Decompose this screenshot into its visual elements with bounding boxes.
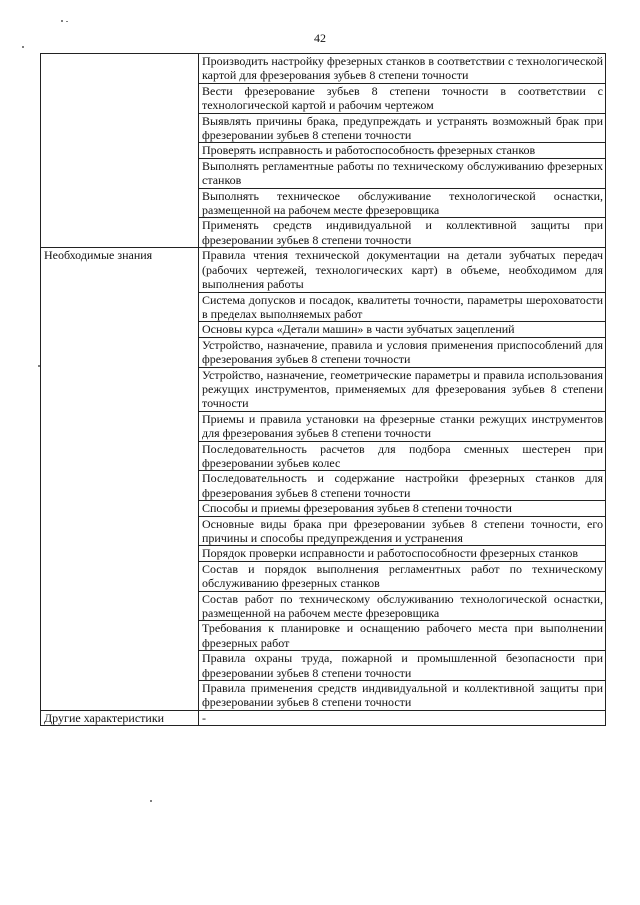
scan-speck bbox=[150, 800, 152, 802]
skill-cell: Выполнять техническое обслуживание технологической оснастки, размещенной на рабочем месте фрезеровщика bbox=[199, 188, 606, 218]
table-row bbox=[41, 248, 606, 292]
skill-cell: Применять средств индивидуальной и коллективной защиты при фрезеровании зубьев 8 степени точности bbox=[199, 218, 606, 248]
table-row bbox=[41, 710, 606, 725]
knowledge-cell: Правила охраны труда, пожарной и промышленной безопасности при фрезеровании зубьев 8 степени точности bbox=[199, 651, 606, 681]
other-value-cell: - bbox=[199, 710, 606, 725]
skills-label-cell bbox=[41, 54, 199, 248]
skill-cell: Выполнять регламентные работы по техническому обслуживанию фрезерных станков bbox=[199, 158, 606, 188]
knowledge-cell: Устройство, назначение, геометрические параметры и правила использования режущих инструментов, применяемых для фрезерования зубьев 8 степени точности bbox=[199, 367, 606, 411]
page-number: 42 bbox=[314, 31, 326, 45]
knowledge-cell: Система допусков и посадок, квалитеты точности, параметры шероховатости в пределах выполняемых работ bbox=[199, 292, 606, 322]
knowledge-cell: Последовательность и содержание настройки фрезерных станков для фрезерования зубьев 8 степени точности bbox=[199, 471, 606, 501]
scan-speck bbox=[61, 20, 63, 22]
knowledge-cell: Состав работ по техническому обслуживанию технологической оснастки, размещенной на рабочем месте фрезеровщика bbox=[199, 591, 606, 621]
skill-cell: Проверять исправность и работоспособность фрезерных станков bbox=[199, 143, 606, 158]
knowledge-cell: Последовательность расчетов для подбора сменных шестерен при фрезеровании зубьев колес bbox=[199, 441, 606, 471]
knowledge-cell: Способы и приемы фрезерования зубьев 8 степени точности bbox=[199, 501, 606, 516]
other-label-cell: Другие характеристики bbox=[41, 710, 199, 725]
knowledge-cell: Основы курса «Детали машин» в части зубчатых зацеплений bbox=[199, 322, 606, 337]
skill-cell: Выявлять причины брака, предупреждать и устранять возможный брак при фрезеровании зубьев 8 степени точности bbox=[199, 113, 606, 143]
skill-cell: Вести фрезерование зубьев 8 степени точности в соответствии с технологической картой и рабочим чертежом bbox=[199, 83, 606, 113]
knowledge-cell: Приемы и правила установки на фрезерные станки режущих инструментов для фрезерования зубьев 8 степени точности bbox=[199, 411, 606, 441]
knowledge-cell: Состав и порядок выполнения регламентных работ по техническому обслуживанию фрезерных станков bbox=[199, 561, 606, 591]
knowledge-label-cell: Необходимые знания bbox=[41, 248, 199, 711]
skill-cell: Производить настройку фрезерных станков в соответствии с технологической картой для фрезерования зубьев 8 степени точности bbox=[199, 54, 606, 84]
scan-speck bbox=[22, 46, 24, 48]
knowledge-cell: Порядок проверки исправности и работоспособности фрезерных станков bbox=[199, 546, 606, 561]
competence-table bbox=[40, 53, 606, 726]
scan-speck bbox=[66, 21, 68, 22]
knowledge-cell: Основные виды брака при фрезеровании зубьев 8 степени точности, его причины и способы предупреждения и устранения bbox=[199, 516, 606, 546]
table-row bbox=[41, 54, 606, 84]
knowledge-cell: Правила чтения технической документации на детали зубчатых передач (рабочих чертежей, технологических карт) в объеме, необходимом для выполнения работы bbox=[199, 248, 606, 292]
knowledge-cell: Устройство, назначение, правила и условия применения приспособлений для фрезерования зубьев 8 степени точности bbox=[199, 337, 606, 367]
knowledge-cell: Правила применения средств индивидуальной и коллективной защиты при фрезеровании зубьев 8 степени точности bbox=[199, 681, 606, 711]
knowledge-cell: Требования к планировке и оснащению рабочего места при выполнении фрезерных работ bbox=[199, 621, 606, 651]
